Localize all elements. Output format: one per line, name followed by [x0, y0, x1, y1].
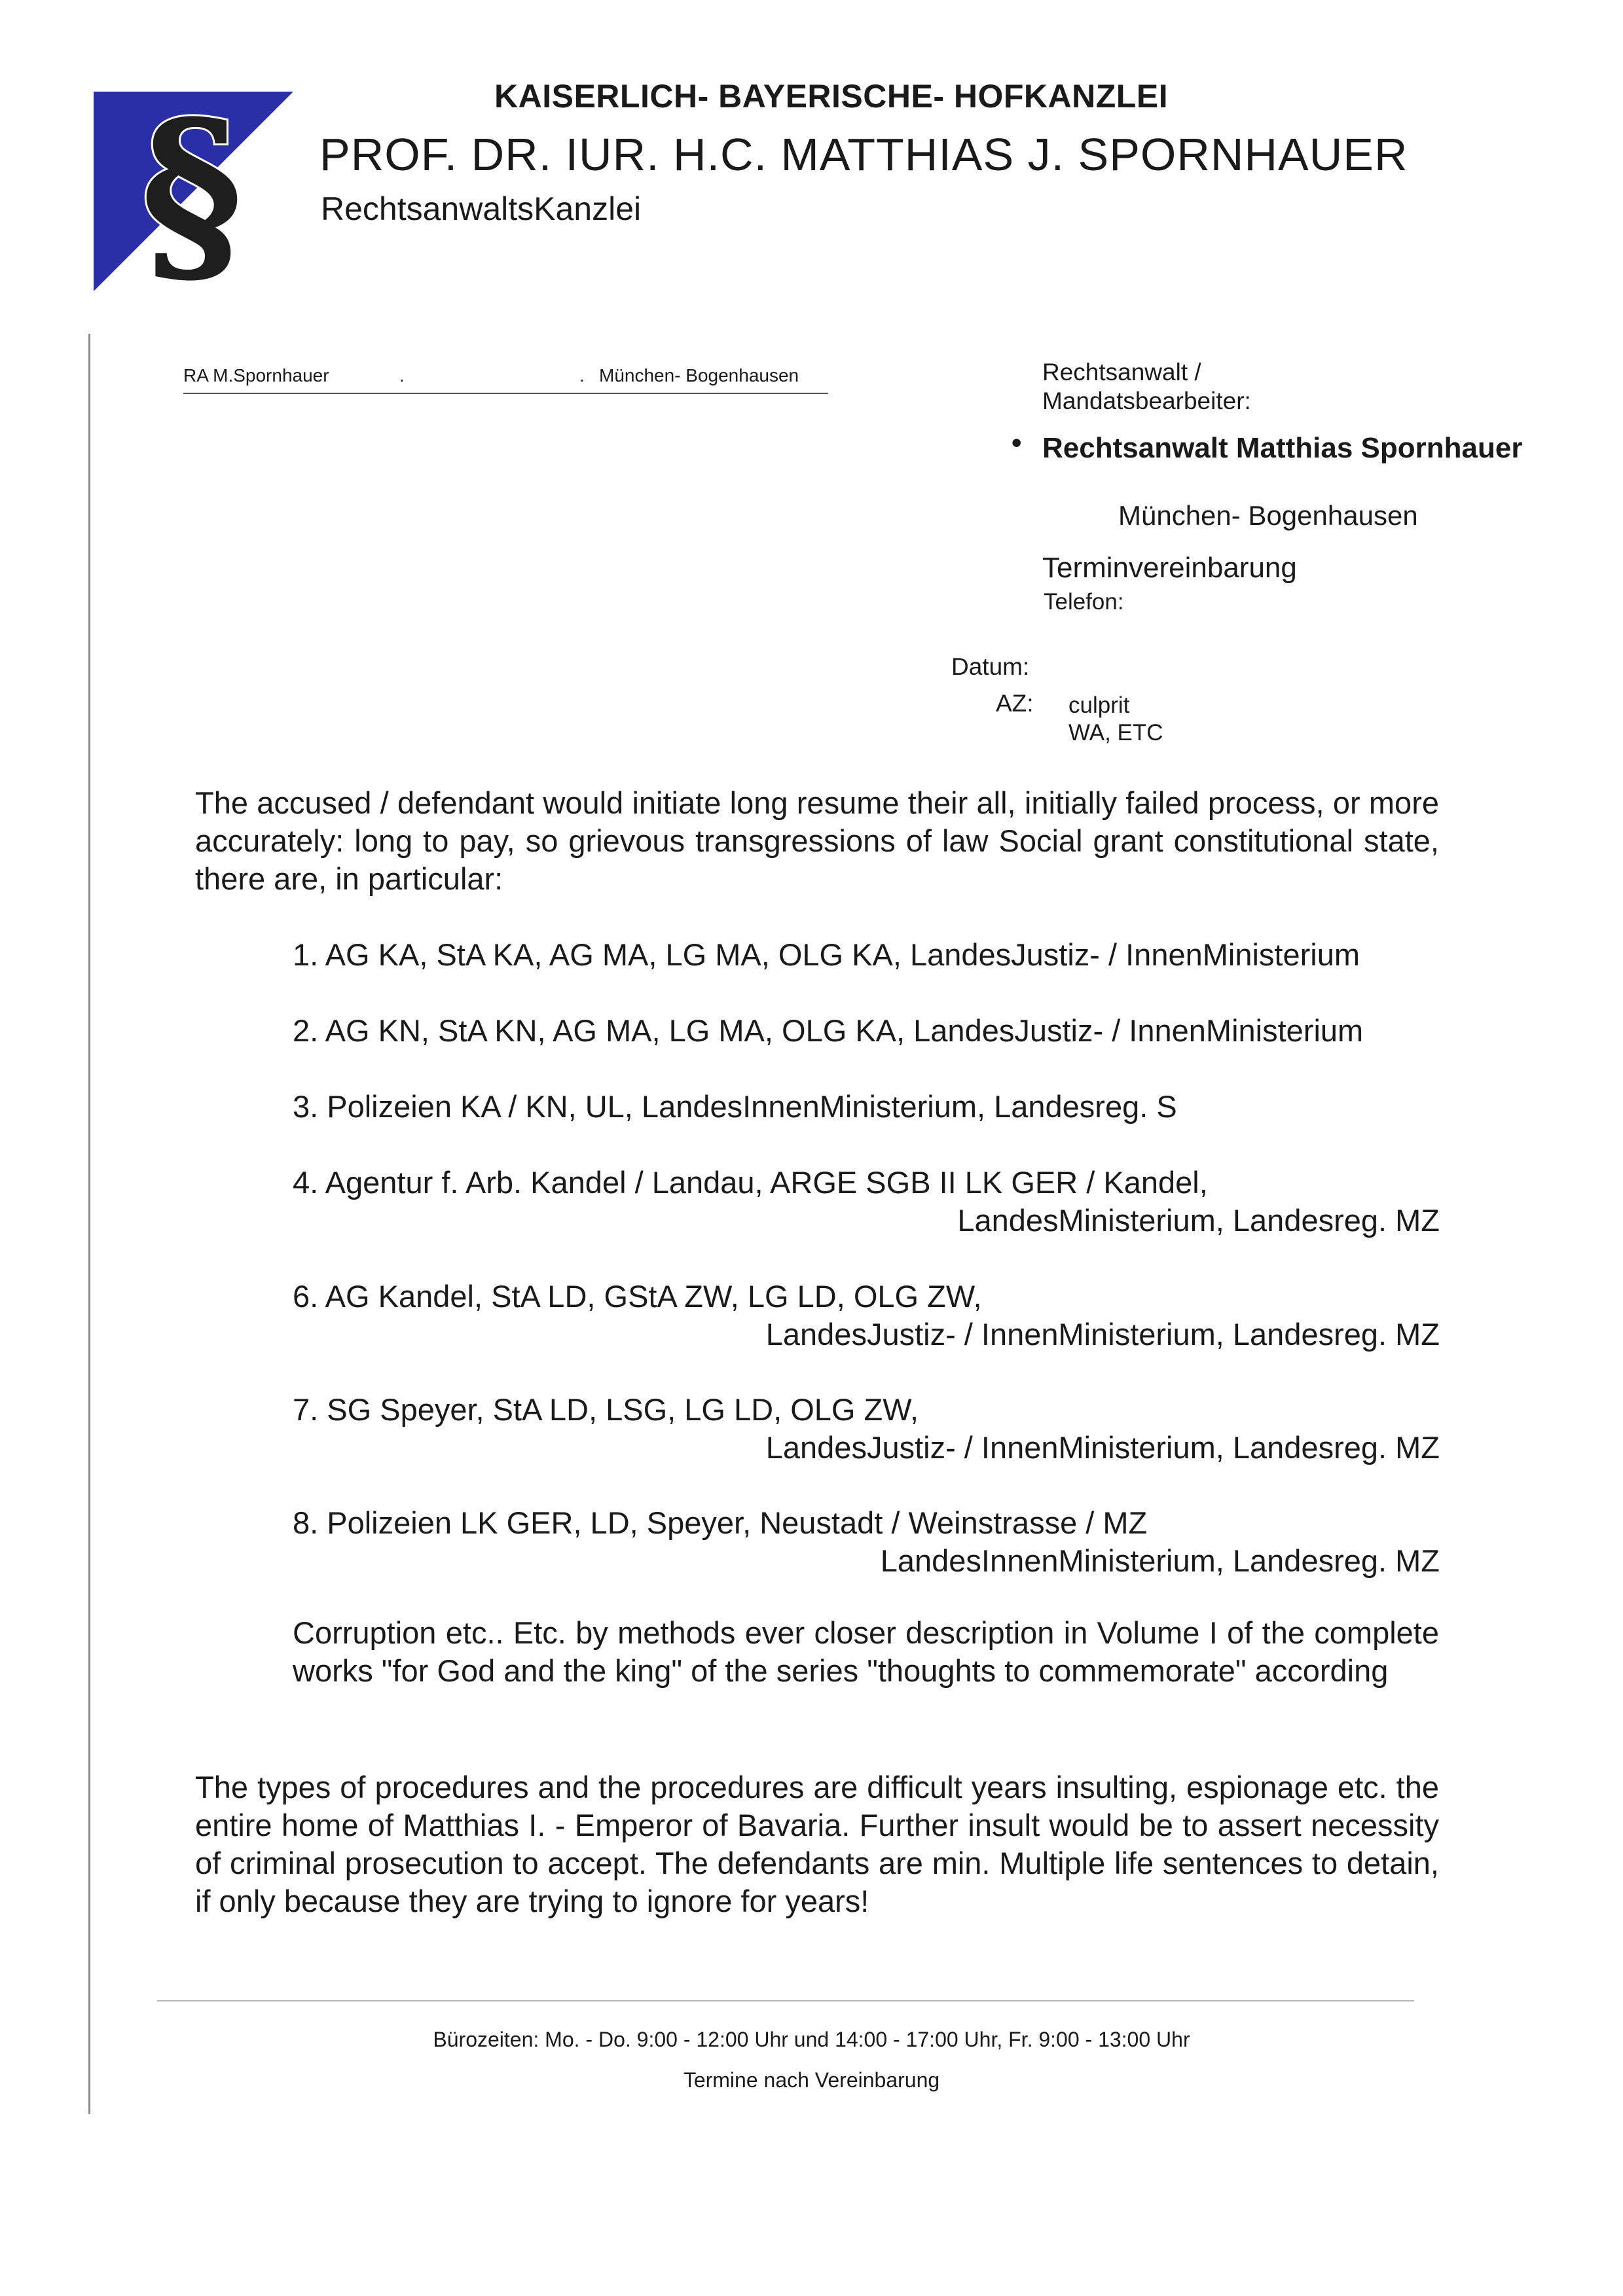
sender-separator: . [579, 365, 585, 386]
paragraph-section-icon [94, 92, 297, 295]
contact-name: Rechtsanwalt Matthias Spornhauer [1042, 432, 1523, 464]
list-item [293, 1164, 1440, 1240]
phone-label: Telefon: [1044, 589, 1124, 615]
list-item-continuation: LandesMinisterium, Landesreg. MZ [957, 1203, 1440, 1238]
firm-name-heading: KAISERLICH- BAYERISCHE- HOFKANZLEI [494, 78, 1169, 115]
list-item-line: 1. AG KA, StA KA, AG MA, LG MA, OLG KA, LandesJustiz- / InnenMinisterium [293, 937, 1360, 972]
list-item-line: 3. Polizeien KA / KN, UL, LandesInnenMinisterium, Landesreg. S [293, 1089, 1177, 1124]
sender-address-line [183, 361, 828, 394]
date-label: Datum: [951, 653, 1030, 680]
list-item-continuation: LandesInnenMinisterium, Landesreg. MZ [880, 1543, 1440, 1578]
list-item-continuation: LandesJustiz- / InnenMinisterium, Landesreg. MZ [765, 1317, 1440, 1352]
footer-divider [157, 2000, 1414, 2001]
closing-paragraph: The types of procedures and the procedures are difficult years insulting, espionage etc. the entire home of Matthias I. - Emperor of Bavaria. Further insult would be to assert necessity of criminal prosecution to accept. The defendants are min. Multiple life sentences to detain, if only because they are trying to ignore for years! [195, 1770, 1439, 1918]
list-item [293, 1504, 1440, 1580]
appointment-label: Terminvereinbarung [1042, 552, 1297, 584]
appointment-note: Termine nach Vereinbarung [683, 2068, 940, 2092]
reference-label: AZ: [996, 690, 1034, 717]
contact-subtitle: Mandatsbearbeiter: [1042, 387, 1251, 414]
list-item [293, 1088, 1440, 1126]
contact-title: Rechtsanwalt / [1042, 359, 1201, 386]
sender-name: RA M.Spornhauer [183, 365, 329, 386]
list-item-line: 8. Polizeien LK GER, LD, Speyer, Neustadt / Weinstrasse / MZ [293, 1505, 1148, 1540]
list-item-continuation: LandesJustiz- / InnenMinisterium, Landesreg. MZ [765, 1430, 1440, 1465]
left-margin-rule [88, 334, 90, 2114]
list-item [293, 1391, 1440, 1467]
list-item-line: 7. SG Speyer, StA LD, LSG, LG LD, OLG ZW, [293, 1392, 919, 1427]
sender-separator: . [399, 365, 405, 386]
office-hours: Bürozeiten: Mo. - Do. 9:00 - 12:00 Uhr und 14:00 - 17:00 Uhr, Fr. 9:00 - 13:00 Uhr [433, 2028, 1190, 2051]
svg-text:§: § [140, 92, 244, 295]
corruption-paragraph: Corruption etc.. Etc. by methods ever closer description in Volume I of the complete works "for God and the king" of the series "thoughts to commemorate" according [293, 1615, 1439, 1688]
list-item [293, 1278, 1440, 1354]
list-item-line: 6. AG Kandel, StA LD, GStA ZW, LG LD, OLG ZW, [293, 1279, 982, 1314]
intro-paragraph: The accused / defendant would initiate long resume their all, initially failed process, or more accurately: long to pay, so grievous transgressions of law Social grant constitutional state, there are, in particular: [195, 785, 1439, 896]
list-item-line: 2. AG KN, StA KN, AG MA, LG MA, OLG KA, LandesJustiz- / InnenMinisterium [293, 1013, 1364, 1048]
reference-value: culprit [1068, 692, 1130, 718]
contact-city: München- Bogenhausen [1118, 500, 1418, 531]
sender-city: München- Bogenhausen [599, 365, 799, 386]
lawyer-name-heading: PROF. DR. IUR. H.C. MATTHIAS J. SPORNHAUER [319, 129, 1408, 180]
office-type-label: RechtsanwaltsKanzlei [321, 190, 642, 227]
bullet-icon: • [1012, 427, 1022, 459]
list-item [293, 1012, 1440, 1050]
reference-value: WA, ETC [1068, 720, 1163, 745]
list-item-line: 4. Agentur f. Arb. Kandel / Landau, ARGE SGB II LK GER / Kandel, [293, 1165, 1208, 1200]
list-item [293, 936, 1440, 974]
